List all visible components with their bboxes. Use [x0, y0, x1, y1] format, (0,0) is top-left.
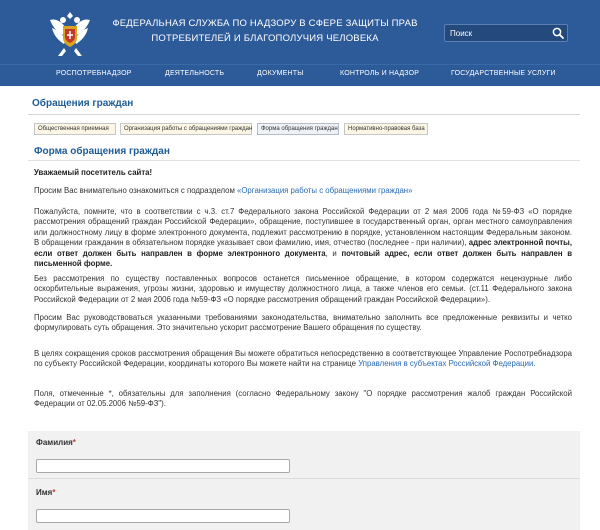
main-nav [0, 64, 600, 86]
nav-item-state-services[interactable]: ГОСУДАРСТВЕННЫЕ УСЛУГИ [451, 70, 556, 77]
form-fields [28, 431, 580, 530]
divider [28, 114, 580, 115]
subnav-legal-base[interactable]: Нормативно-правовая база [344, 123, 428, 135]
agency-title-line-2: ПОТРЕБИТЕЛЕЙ И БЛАГОПОЛУЧИЯ ЧЕЛОВЕКА [151, 33, 379, 44]
regional-text: В целях сокращения сроков рассмотрения обращения Вы можете обратиться непосредственно в соответствующее Управление Роспотребнадзора по субъекту Российской Федерации, координаты которого Вы можете найти на странице [34, 349, 572, 369]
subnav-organization[interactable]: Организация работы с обращениями граждан [120, 123, 252, 135]
magnifier-icon[interactable] [551, 26, 565, 40]
surname-label [36, 438, 76, 447]
main-content [28, 86, 580, 530]
search-box [444, 24, 568, 42]
double-headed-eagle-emblem-icon[interactable] [42, 6, 98, 62]
subnav-public-reception[interactable]: Общественная приемная [34, 123, 116, 135]
name-input[interactable] [36, 509, 290, 523]
surname-label-text: Фамилия [36, 438, 73, 447]
nav-item-control[interactable]: КОНТРОЛЬ И НАДЗОР [340, 70, 420, 77]
agency-title [110, 16, 420, 46]
law-text-joiner: , и [325, 248, 342, 258]
postal-requirement: почтовый адрес, если ответ должен быть направлен в письменной форме. [34, 248, 573, 269]
page-title: Обращения граждан [32, 98, 134, 109]
nav-item-activity[interactable]: ДЕЯТЕЛЬНОСТЬ [165, 70, 225, 77]
divider [28, 478, 580, 479]
law-text: Пожалуйста, помните, что в соответствии с ч.3. ст.7 Федерального закона Российской Федерации от 2 мая 2006 года №59-ФЗ «О порядке рассмотрения обращений граждан Российской Федерации», обращение, поступившее в государственный орган, орган местного самоуправления или должностному лицу в форме электронного документа, подлежит рассмотрению в порядке, установленном настоящим Федеральным законом. В обращении гражданин в обязательном порядке указывает свои фамилию, имя, отчество (последнее - при наличии), [34, 207, 572, 248]
name-label [36, 488, 55, 497]
email-requirement: адрес электронной почты, если ответ должен быть направлен в форме электронного документа [34, 238, 572, 258]
form-title: Форма обращения граждан [34, 146, 170, 157]
regional-offices-link[interactable]: Управления в субъектах Российской Федерации. [358, 359, 536, 369]
regional-paragraph [34, 349, 572, 370]
rejection-paragraph: Без рассмотрения по существу поставленных вопросов останется письменное обращение, в котором содержатся нецензурные либо оскорбительные выражения, угрозы жизни, здоровью и имуществу должностного лица, а также членов его семьи. (ст.11 Федерального закона Российской Федерации от 2 мая 2006 года №59-ФЗ «О порядке рассмотрения обращений граждан Российской Федерации»). [34, 274, 572, 304]
greeting: Уважаемый посетитель сайта! [34, 168, 153, 177]
surname-input[interactable] [36, 459, 290, 473]
search-input[interactable] [445, 25, 549, 41]
agency-title-line-1: ФЕДЕРАЛЬНАЯ СЛУЖБА ПО НАДЗОРУ В СФЕРЕ ЗАЩИТЫ ПРАВ [112, 18, 418, 29]
intro-paragraph [34, 186, 572, 196]
law-paragraph [34, 207, 572, 269]
intro-text: Просим Вас внимательно ознакомиться с подразделом [34, 186, 238, 195]
subnav-appeal-form[interactable]: Форма обращения граждан [257, 123, 339, 135]
nav-item-rospotrebnadzor[interactable]: РОСПОТРЕБНАДЗОР [56, 70, 132, 77]
name-label-text: Имя [36, 488, 53, 497]
guidance-paragraph: Просим Вас руководствоваться указанными требованиями законодательства, внимательно заполнить все предложенные реквизиты и четко формулировать суть обращения. Это значительно ускорит рассмотрение Вашего обращения по существу. [34, 313, 572, 333]
divider [28, 160, 580, 161]
nav-item-documents[interactable]: ДОКУМЕНТЫ [257, 70, 304, 77]
required-mark: * [52, 488, 56, 497]
required-mark: * [72, 438, 76, 447]
required-fields-note: Поля, отмеченные *, обязательны для заполнения (согласно Федеральному закону "О порядке рассмотрения жалоб граждан Российской Федерации от 02.05.2006 №59-ФЗ"). [34, 389, 572, 409]
organization-link[interactable]: «Организация работы с обращениями граждан» [237, 186, 413, 195]
